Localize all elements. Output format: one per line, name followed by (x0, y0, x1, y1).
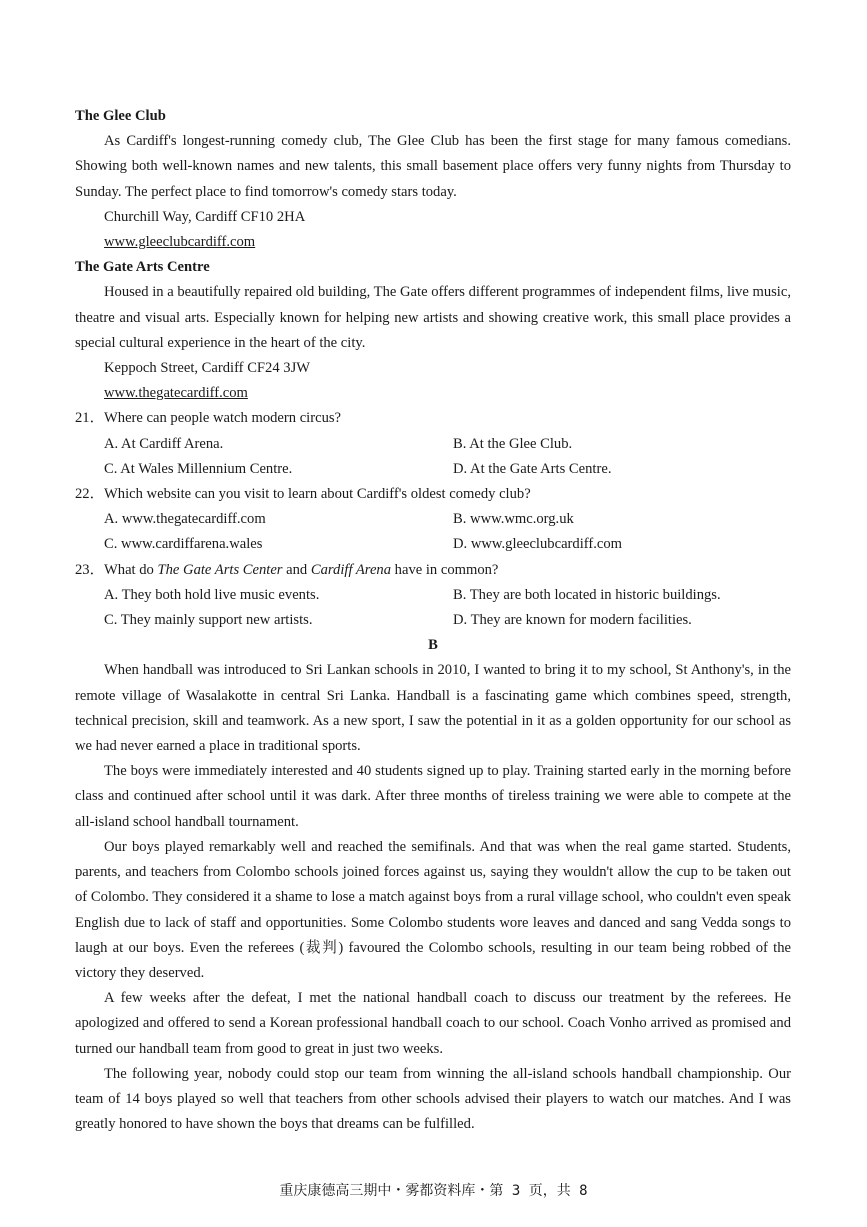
question-number: 22． (75, 486, 105, 503)
options (75, 507, 791, 557)
passage-paragraph: The following year, nobody could stop our team from winning the all-island schools handball championship. Our team of 14 boys played so well that teachers from other schools advised their players to watch our matches. And I was greatly honored to have shown the boys that dreams can be fulfilled. (75, 1065, 791, 1133)
options (75, 432, 791, 482)
question-23 (75, 558, 791, 634)
question-text (104, 558, 498, 583)
section-b-label: B (428, 637, 438, 654)
passage-paragraph: The boys were immediately interested and 40 students signed up to play. Training started early in the morning before class and continued after school until it was dark. After three months of tireless training we were able to compete at the all-island school handball tournament. (75, 763, 791, 830)
option-a: A. www.thegatecardiff.com (104, 511, 266, 528)
question-text: Where can people watch modern circus? (104, 410, 342, 427)
glee-club-title: The Glee Club (75, 108, 166, 124)
question-text-part: have in common? (391, 561, 499, 578)
option-b: B. They are both located in historic buildings. (453, 586, 721, 603)
glee-club-description: As Cardiff's longest-running comedy club, The Glee Club has been the first stage for many famous comedians. Showing both well-known names and new talents, this small basement place offers very funny nights from Thursday to Sunday. The perfect place to find tomorrow's comedy stars today. (75, 133, 791, 200)
option-a: A. They both hold live music events. (104, 586, 320, 603)
options (75, 583, 791, 633)
gate-arts-address: Keppoch Street, Cardiff CF24 3JW (104, 360, 311, 377)
option-b: B. www.wmc.org.uk (453, 511, 574, 528)
gate-arts-website[interactable]: www.thegatecardiff.com (104, 385, 248, 402)
option-d: D. At the Gate Arts Centre. (453, 460, 612, 477)
option-c: C. At Wales Millennium Centre. (104, 460, 293, 477)
option-a: A. At Cardiff Arena. (104, 435, 224, 452)
option-d: D. They are known for modern facilities. (453, 612, 692, 629)
passage-paragraph: A few weeks after the defeat, I met the national handball coach to discuss our treatment by the referees. He apologized and offered to send a Korean professional handball coach to our school. Coach Vonho arrived as promised and turned our handball team from good to great in just two weeks. (75, 990, 791, 1057)
glee-club-website[interactable]: www.gleeclubcardiff.com (104, 234, 256, 251)
option-c: C. They mainly support new artists. (104, 612, 313, 629)
option-d: D. www.gleeclubcardiff.com (453, 536, 622, 553)
glee-club-address: Churchill Way, Cardiff CF10 2HA (104, 208, 306, 225)
question-text: Which website can you visit to learn about Cardiff's oldest comedy club? (104, 486, 531, 503)
page-content (75, 104, 791, 1137)
question-text-italic: The Gate Arts Center (157, 561, 283, 578)
gate-arts-description: Housed in a beautifully repaired old building, The Gate offers different programmes of independent films, live music, theatre and visual arts. Especially known for helping new artists and showing creative work, this small place provides a special cultural experience in the heart of the city. (75, 284, 791, 351)
question-number: 21． (75, 410, 105, 427)
question-22 (75, 482, 791, 558)
option-b: B. At the Glee Club. (453, 435, 573, 452)
passage-paragraph: When handball was introduced to Sri Lankan schools in 2010, I wanted to bring it to my school, St Anthony's, in the remote village of Wasalakotte in central Sri Lanka. Handball is a fascinating game which combines speed, strength, technical precision, skill and teamwork. As a new sport, I saw the potential in it as a golden opportunity for our school as we had never earned a place in traditional sports. (75, 662, 791, 755)
question-text-italic: Cardiff Arena (310, 561, 392, 578)
question-text-part: What do (104, 561, 158, 578)
gate-arts-title: The Gate Arts Centre (75, 259, 210, 276)
question-text-part: and (282, 561, 311, 578)
question-21 (75, 406, 791, 482)
passage-paragraph: Our boys played remarkably well and reached the semifinals. And that was when the real game started. Students, parents, and teachers from Colombo schools joined forces against us, saying they wouldn't allow the cup to be taken out of Colombo. They considered it a shame to lose a match against boys from a rural village school, who couldn't even speak English due to lack of staff and opportunities. Some Colombo students wore leaves and danced and sang Vedda songs to laugh at our boys. Even the referees (裁判) favoured the Colombo schools, resulting in our team being robbed of the victory they deserved. (75, 838, 791, 981)
page-footer: 重庆康德高三期中・雾都资料库・第 3 页，共 8 (279, 1183, 588, 1199)
question-number: 23． (75, 561, 105, 578)
option-c: C. www.cardiffarena.wales (104, 536, 263, 553)
